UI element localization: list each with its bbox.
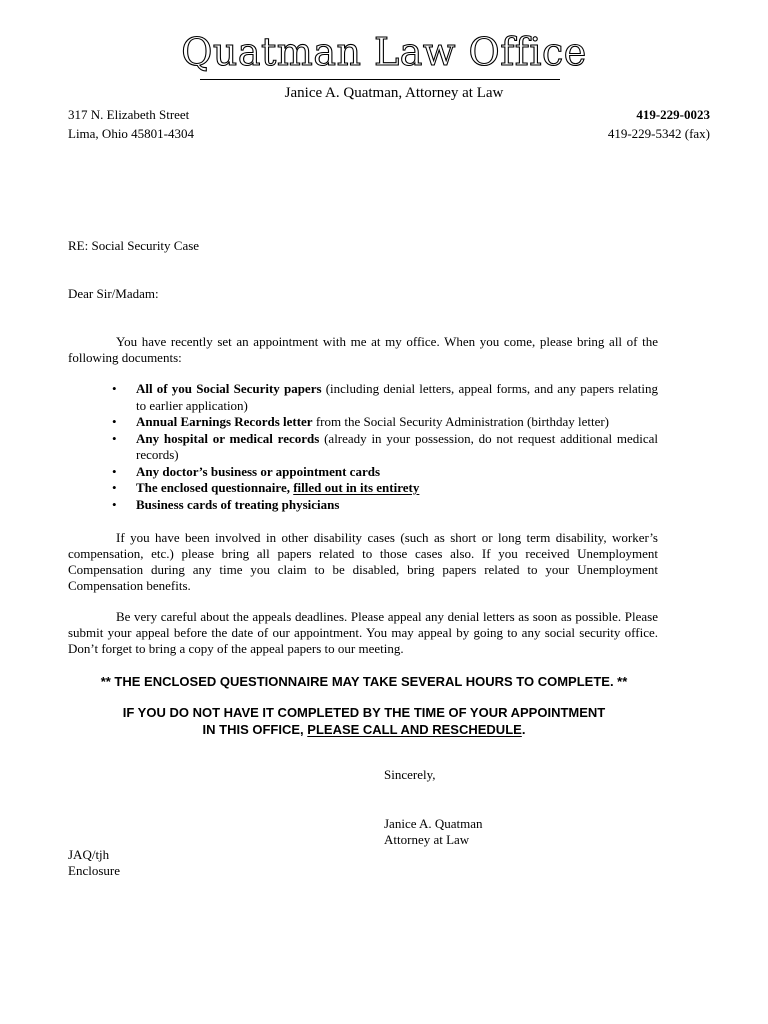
list-item [108,480,658,497]
intro-text: You have recently set an appointment with me at my office. When you come, please bring all of the following documents: [68,334,658,365]
address-line-1: 317 N. Elizabeth Street [68,107,190,122]
bullet-icon: • [112,414,117,429]
list-item [108,414,658,431]
initials: JAQ/tjh [68,847,110,862]
questionnaire-notice: ** THE ENCLOSED QUESTIONNAIRE MAY TAKE SEVERAL HOURS TO COMPLETE. ** [100,674,628,689]
list-item-text: from the Social Security Administration (birthday letter) [312,414,609,429]
list-item [108,381,658,414]
list-item [108,497,658,514]
signer-title: Attorney at Law [384,832,470,847]
list-item-text: (already in your possession, do not request additional medical records) [136,430,658,462]
reschedule-suffix: . [521,722,526,737]
deadlines-paragraph [68,609,658,657]
letterhead-rule [200,79,560,80]
documents-list [108,381,658,513]
intro-paragraph [68,334,658,366]
list-item-bold: All of you Social Security papers [136,381,322,396]
salutation: Dear Sir/Madam: [68,286,159,301]
enclosure-note: Enclosure [68,863,120,878]
list-item-bold: Annual Earnings Records letter [136,414,313,429]
reschedule-prefix: IN THIS OFFICE, [202,722,308,737]
bullet-icon: • [112,381,117,396]
signer-name: Janice A. Quatman [384,816,483,831]
list-item-text: (including denial letters, appeal forms, and any papers relating to earlier application) [136,381,658,413]
firm-name: Quatman Law Office [181,30,587,74]
list-item-bold: Any doctor’s business or appointment cards [136,463,381,479]
list-item-bold: The enclosed questionnaire, [136,480,294,495]
re-line: RE: Social Security Case [68,238,200,253]
reschedule-underlined: PLEASE CALL AND RESCHEDULE [307,722,522,737]
address-line-2: Lima, Ohio 45801-4304 [68,126,195,141]
bullet-icon: • [112,430,117,446]
list-item-bold: Any hospital or medical records [136,430,320,446]
closing: Sincerely, [384,767,436,782]
list-item-bold: Business cards of treating physicians [136,496,340,512]
fax-number: 419-229-5342 (fax) [607,126,710,141]
list-item [108,464,658,481]
phone-number: 419-229-0023 [636,107,710,122]
list-item [108,431,658,464]
other-cases-text: If you have been involved in other disability cases (such as short or long term disability, worker’s compensation, etc.) please bring all papers related to those cases also. If you received Unemployment Compensation during any time you claim to be disabled, bring papers related to your Unemployment Compensation benefits. [68,530,658,593]
bullet-icon: • [112,496,117,512]
other-cases-paragraph [68,530,658,594]
reschedule-notice-line-1: IF YOU DO NOT HAVE IT COMPLETED BY THE TIME OF YOUR APPOINTMENT [122,705,606,720]
reschedule-notice-line-2 [0,721,748,738]
list-item-underline: filled out in its entirety [293,480,420,495]
attorney-line: Janice A. Quatman, Attorney at Law [284,85,504,101]
bullet-icon: • [112,463,117,479]
deadlines-text: Be very careful about the appeals deadlines. Please appeal any denial letters as soon as possible. Please submit your appeal before the date of our appointment. You may appeal by going to any social security office. Don’t forget to bring a copy of the appeal papers to our meeting. [68,609,658,656]
bullet-icon: • [112,480,117,495]
